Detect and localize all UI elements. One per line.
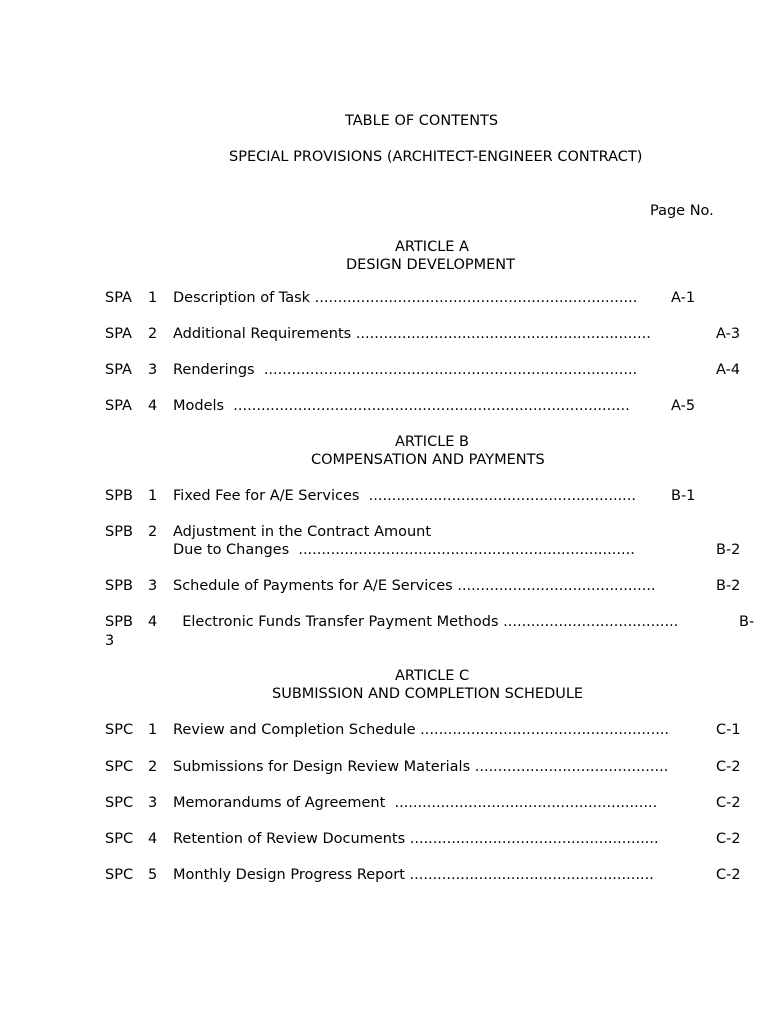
page-no-label: Page No. [650, 203, 714, 219]
entry-page: C-2 [716, 867, 741, 883]
toc-title: TABLE OF CONTENTS [345, 113, 499, 129]
entry-prefix: SPC [105, 759, 134, 775]
toc-entry-link[interactable]: Monthly Design Progress Report ..................................................... [173, 867, 654, 883]
toc-entry-link[interactable]: Retention of Review Documents ...................................................... [173, 831, 659, 847]
entry-prefix: SPC [105, 795, 134, 811]
entry-page: C-2 [716, 759, 741, 775]
toc-entry-link[interactable]: Fixed Fee for A/E Services .......................................................... [173, 488, 636, 504]
entry-number: 2 [148, 524, 158, 540]
entry-prefix: SPA [105, 398, 132, 414]
entry-number: 1 [148, 722, 158, 738]
entry-number: 2 [148, 326, 158, 342]
entry-prefix: SPC [105, 831, 134, 847]
entry-page: B-1 [671, 488, 696, 504]
entry-number: 4 [148, 614, 158, 630]
article-heading: ARTICLE B [395, 434, 469, 450]
entry-prefix: SPA [105, 362, 132, 378]
entry-page: B-2 [716, 542, 741, 558]
toc-entry-link[interactable]: Description of Task ...................................................................... [173, 290, 638, 306]
entry-page: B-2 [716, 578, 741, 594]
entry-prefix: SPB [105, 578, 133, 594]
entry-number: 4 [148, 831, 158, 847]
article-heading: ARTICLE A [395, 239, 469, 255]
toc-entry-link[interactable]: Models ...................................................................................... [173, 398, 630, 414]
entry-page: C-2 [716, 795, 741, 811]
entry-prefix: SPC [105, 722, 134, 738]
entry-prefix: SPC [105, 867, 134, 883]
entry-prefix: SPA [105, 290, 132, 306]
entry-number: 3 [148, 362, 158, 378]
entry-page: B- [739, 614, 755, 630]
entry-number: 3 [148, 795, 158, 811]
toc-entry-link[interactable]: Electronic Funds Transfer Payment Methods ...................................... [173, 614, 679, 630]
article-subheading: SUBMISSION AND COMPLETION SCHEDULE [272, 686, 584, 702]
entry-number: 5 [148, 867, 158, 883]
entry-number: 2 [148, 759, 158, 775]
entry-prefix: SPA [105, 326, 132, 342]
entry-page: A-4 [716, 362, 741, 378]
article-subheading: DESIGN DEVELOPMENT [346, 257, 516, 273]
entry-number: 3 [148, 578, 158, 594]
article-subheading: COMPENSATION AND PAYMENTS [311, 452, 545, 468]
entry-prefix: SPB [105, 488, 133, 504]
toc-entry-link[interactable]: Review and Completion Schedule ...................................................... [173, 722, 670, 738]
entry-prefix: SPB [105, 524, 133, 540]
toc-entry-link[interactable]: Additional Requirements ................................................................ [173, 326, 651, 342]
entry-page: C-1 [716, 722, 741, 738]
entry-number: 1 [148, 488, 158, 504]
toc-entry-link[interactable]: Renderings ................................................................................. [173, 362, 638, 378]
toc-entry-link[interactable]: Schedule of Payments for A/E Services ........................................... [173, 578, 656, 594]
entry-number: 4 [148, 398, 158, 414]
document-subtitle: SPECIAL PROVISIONS (ARCHITECT-ENGINEER CONTRACT) [229, 149, 643, 165]
toc-entry-link-continued[interactable]: Due to Changes ......................................................................... [173, 542, 635, 558]
entry-page-wrapped: 3 [105, 633, 115, 649]
entry-page: A-3 [716, 326, 741, 342]
toc-entry-link[interactable]: Submissions for Design Review Materials .......................................... [173, 759, 669, 775]
entry-number: 1 [148, 290, 158, 306]
entry-page: A-5 [671, 398, 696, 414]
article-heading: ARTICLE C [395, 668, 470, 684]
entry-page: A-1 [671, 290, 696, 306]
toc-entry-link[interactable]: Adjustment in the Contract Amount [173, 524, 432, 540]
entry-page: C-2 [716, 831, 741, 847]
entry-prefix: SPB [105, 614, 133, 630]
toc-entry-link[interactable]: Memorandums of Agreement ......................................................... [173, 795, 658, 811]
